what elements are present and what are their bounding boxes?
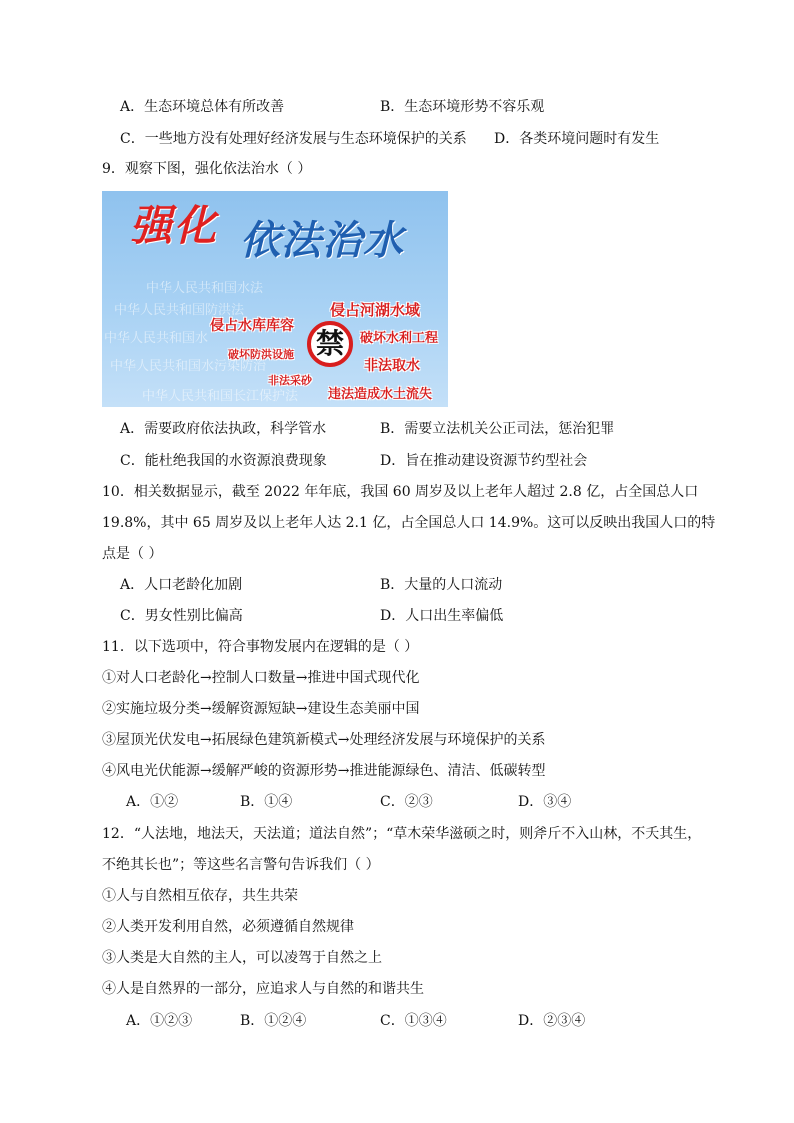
q11-item-1: ①对人口老龄化→控制人口数量→推进中国式现代化 bbox=[102, 670, 420, 686]
poster-title-blue: 依法治水 bbox=[240, 218, 404, 264]
poster-violation-2: 侵占水库库容 bbox=[210, 318, 294, 334]
q9-option-b: B．需要立法机关公正司法，惩治犯罪 bbox=[380, 421, 615, 437]
q10-stem-line2: 19.8%，其中 65 周岁及以上老年人达 2.1 亿，占全国总人口 14.9%。这可以反映出我国人口的特 bbox=[102, 515, 716, 531]
q10-stem-line3: 点是（ ） bbox=[102, 546, 163, 562]
q10-option-d: D．人口出生率偏低 bbox=[380, 608, 504, 624]
q12-item-3: ③人类是大自然的主人，可以凌驾于自然之上 bbox=[102, 950, 382, 966]
poster-violation-3: 破坏水利工程 bbox=[360, 331, 439, 346]
poster-violation-1: 侵占河湖水域 bbox=[330, 301, 421, 319]
q11-option-a: A．①② bbox=[126, 794, 179, 810]
ban-icon: 禁 bbox=[307, 321, 353, 367]
q9-option-a: A．需要政府依法执政，科学管水 bbox=[120, 421, 327, 437]
poster-law-4: 中华人民共和国水污染防治 bbox=[110, 359, 267, 374]
q11-item-2: ②实施垃圾分类→缓解资源短缺→建设生态美丽中国 bbox=[102, 701, 420, 717]
poster-title-red: 强化 bbox=[130, 201, 219, 250]
q10-option-c: C．男女性别比偏高 bbox=[120, 608, 243, 624]
q11-option-b: B．①④ bbox=[240, 794, 293, 810]
q10-option-a: A．人口老龄化加剧 bbox=[120, 577, 243, 593]
q10-option-b: B．大量的人口流动 bbox=[380, 577, 503, 593]
q12-item-4: ④人是自然界的一部分，应追求人与自然的和谐共生 bbox=[102, 981, 424, 997]
poster-law-3: 中华人民共和国水 bbox=[104, 331, 209, 346]
q8-option-c: C．一些地方没有处理好经济发展与生态环境保护的关系 bbox=[120, 131, 467, 147]
q12-option-a: A．①②③ bbox=[126, 1013, 193, 1029]
q12-item-1: ①人与自然相互依存，共生共荣 bbox=[102, 888, 298, 904]
q9-option-d: D．旨在推动建设资源节约型社会 bbox=[380, 453, 588, 469]
poster-violation-6: 非法采砂 bbox=[268, 374, 312, 387]
poster-law-5: 中华人民共和国长江保护法 bbox=[142, 389, 299, 404]
poster-law-1: 中华人民共和国水法 bbox=[146, 281, 264, 296]
q11-option-d: D．③④ bbox=[518, 794, 572, 810]
poster-violation-4: 破坏防洪设施 bbox=[228, 348, 294, 361]
q12-item-2: ②人类开发利用自然，必须遵循自然规律 bbox=[102, 919, 354, 935]
q8-option-b: B．生态环境形势不容乐观 bbox=[380, 99, 545, 115]
q11-item-3: ③屋顶光伏发电→拓展绿色建筑新模式→处理经济发展与环境保护的关系 bbox=[102, 732, 546, 748]
poster-law-2: 中华人民共和国防洪法 bbox=[114, 303, 245, 318]
q9-stem: 9．观察下图，强化依法治水（ ） bbox=[102, 161, 312, 177]
q12-option-d: D．②③④ bbox=[518, 1013, 586, 1029]
q8-option-d: D．各类环境问题时有发生 bbox=[494, 131, 660, 147]
q11-option-c: C．②③ bbox=[380, 794, 433, 810]
q12-option-b: B．①②④ bbox=[240, 1013, 307, 1029]
q12-option-c: C．①③④ bbox=[380, 1013, 447, 1029]
q9-option-c: C．能杜绝我国的水资源浪费现象 bbox=[120, 453, 327, 469]
poster-violation-5: 非法取水 bbox=[364, 358, 420, 374]
q10-stem-line1: 10．相关数据显示，截至 2022 年年底，我国 60 周岁及以上老年人超过 2.8 亿，占全国总人口 bbox=[102, 484, 699, 500]
poster-image bbox=[102, 191, 448, 407]
q11-stem: 11．以下选项中，符合事物发展内在逻辑的是（ ） bbox=[102, 639, 419, 655]
q12-stem-line2: 不绝其长也”；等这些名言警句告诉我们（ ） bbox=[102, 857, 380, 873]
q12-stem-line1: 12．“人法地，地法天，天法道；道法自然”；“草木荣华滋硕之时，则斧斤不入山林，不夭其生， bbox=[102, 826, 702, 842]
poster-violation-7: 违法造成水土流失 bbox=[328, 387, 433, 402]
q8-option-a: A．生态环境总体有所改善 bbox=[120, 99, 285, 115]
q11-item-4: ④风电光伏能源→缓解严峻的资源形势→推进能源绿色、清洁、低碳转型 bbox=[102, 763, 546, 779]
